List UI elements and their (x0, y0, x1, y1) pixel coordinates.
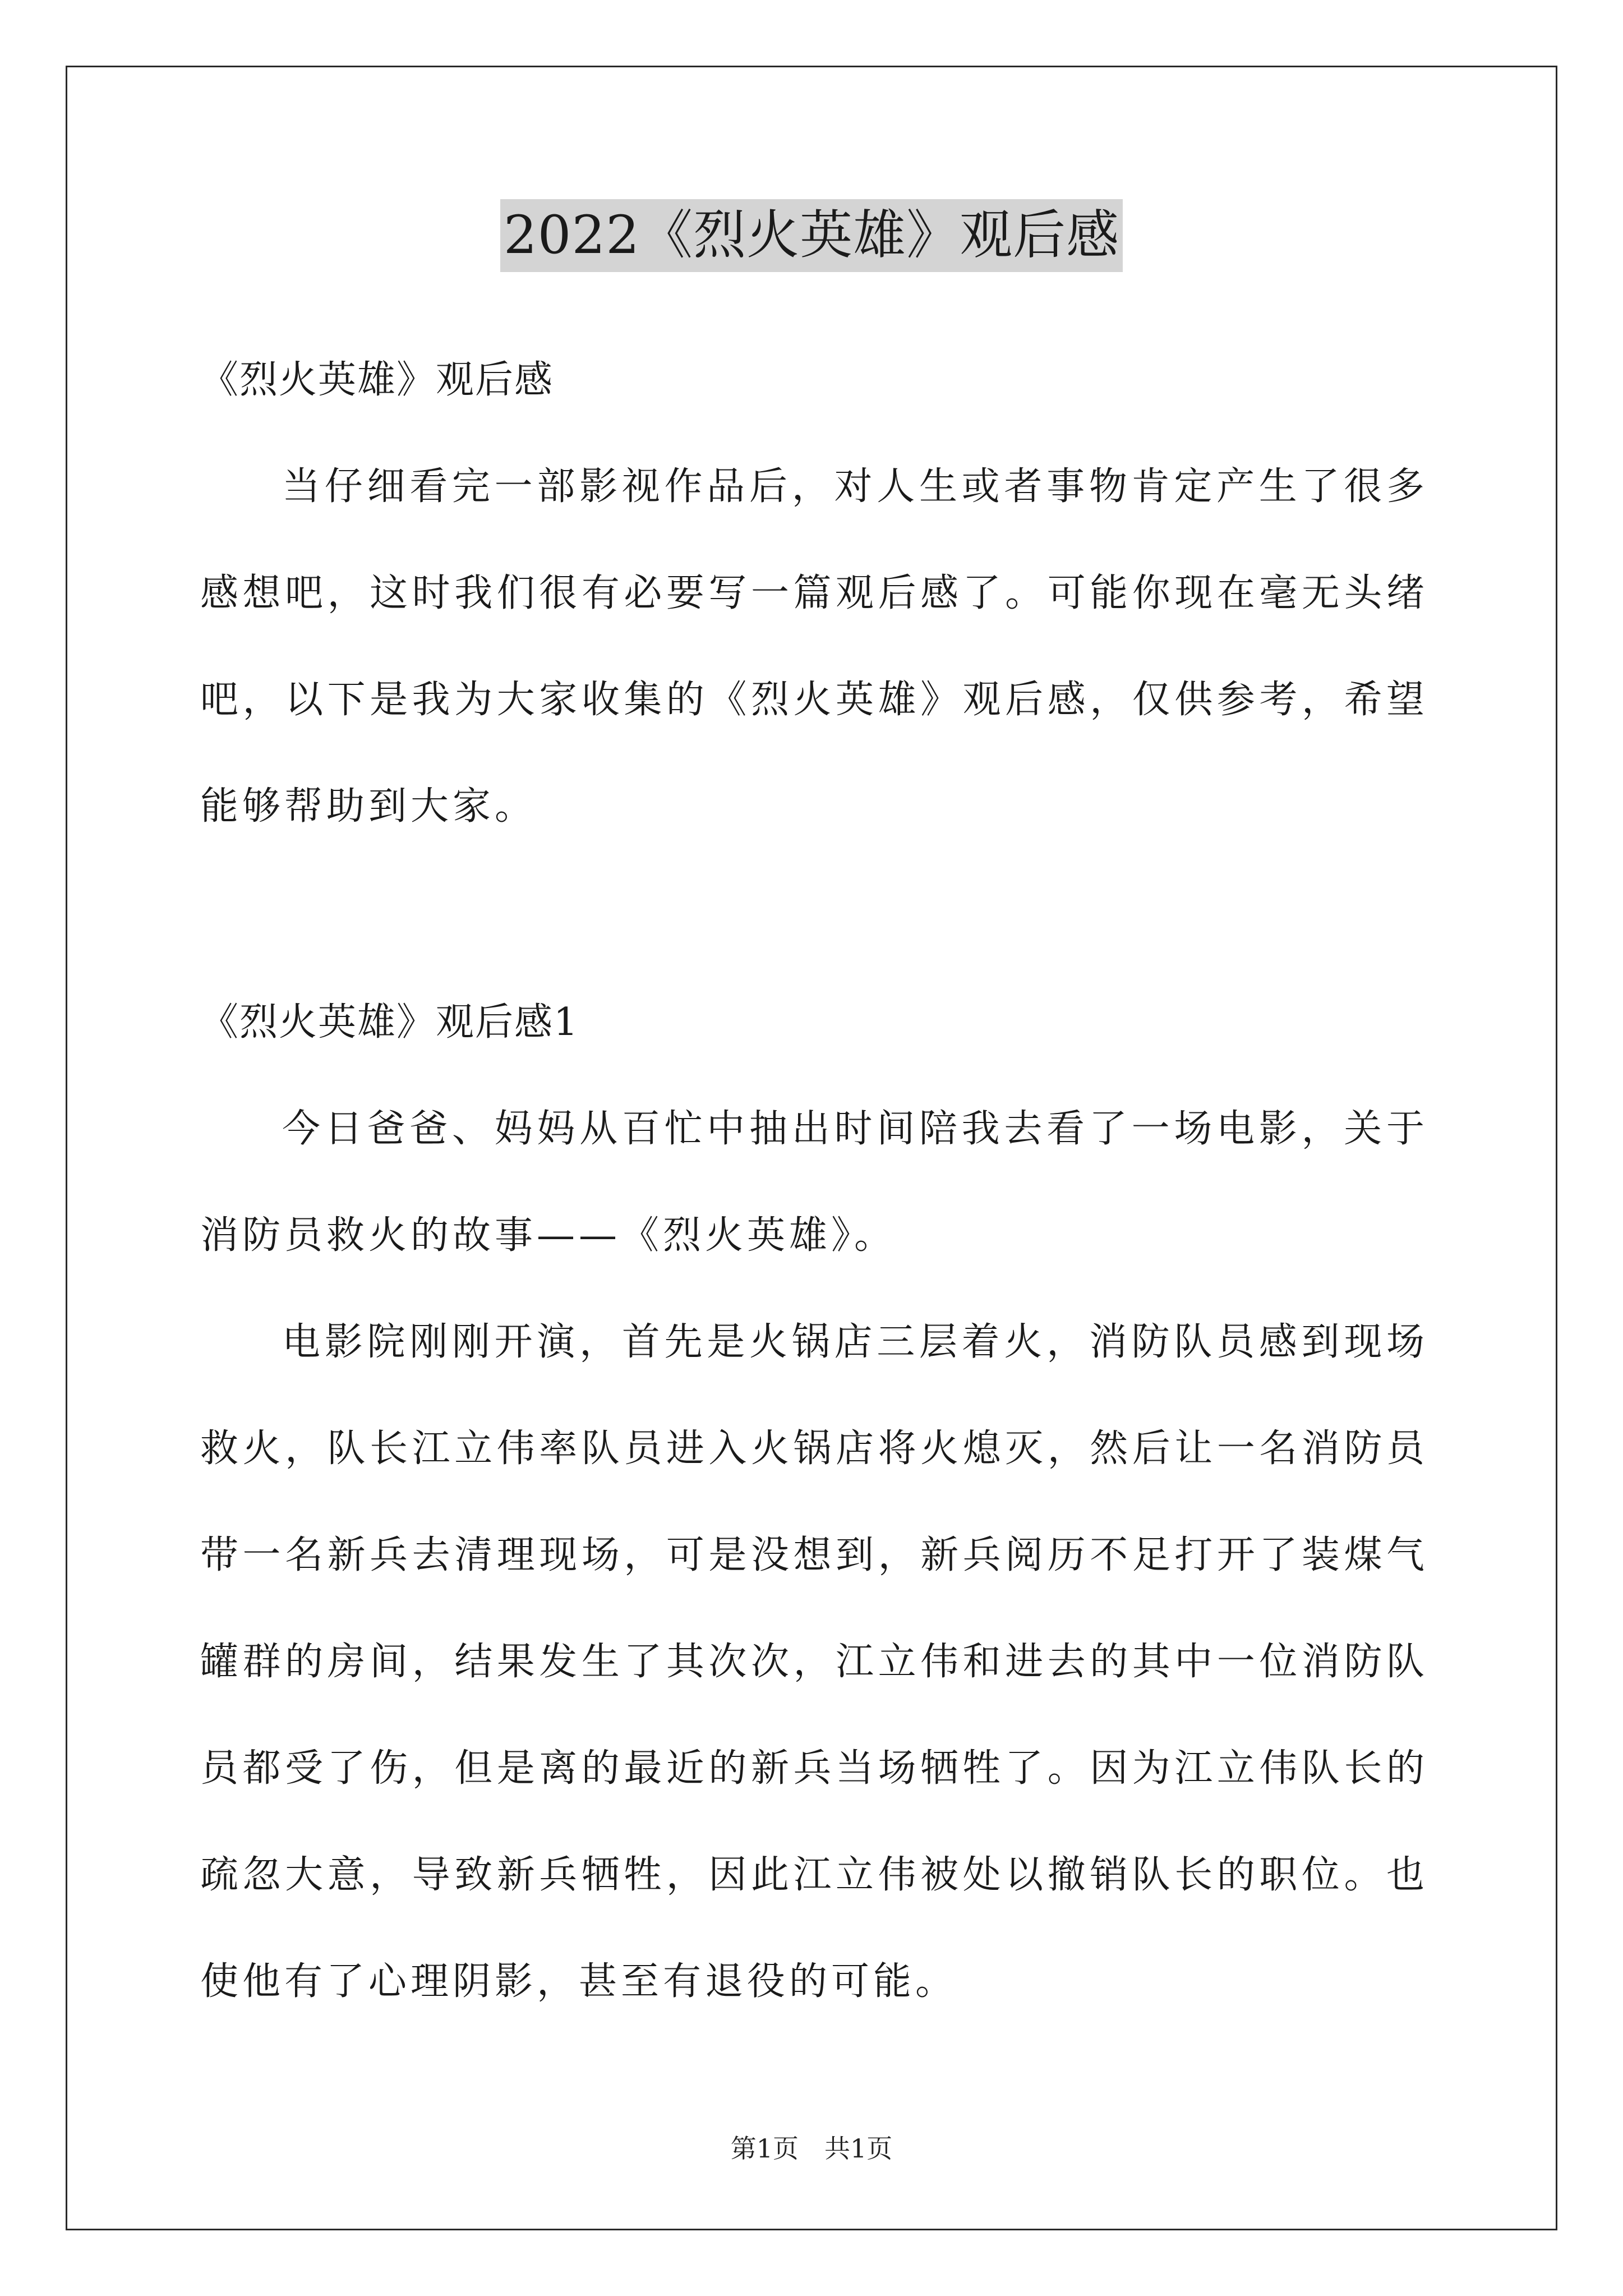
section1-heading: 《烈火英雄》观后感1 (200, 1000, 579, 1045)
intro-paragraph: 当仔细看完一部影视作品后，对人生或者事物肯定产生了很多感想吧，这时我们很有必要写一篇观后感了。可能你现在毫无头绪吧，以下是我为大家收集的《烈火英雄》观后感，仅供参考，希望能够帮助到大家。 (200, 464, 1428, 829)
section1-paragraph-1: 今日爸爸、妈妈从百忙中抽出时间陪我去看了一场电影，关于消防员救火的故事——《烈火英雄》。 (200, 1107, 1428, 1258)
document-title (0, 199, 1623, 272)
intro-heading: 《烈火英雄》观后感 (200, 358, 554, 402)
document-title-text: 2022《烈火英雄》观后感 (500, 199, 1123, 272)
page-footer: 第1页 共1页 (730, 2133, 893, 2164)
section1-paragraph-2: 电影院刚刚开演，首先是火锅店三层着火，消防队员感到现场救火，队长江立伟率队员进入火锅店将火熄灭，然后让一名消防员带一名新兵去清理现场，可是没想到，新兵阅历不足打开了装煤气罐群的房间，结果发生了其次次，江立伟和进去的其中一位消防队员都受了伤，但是离的最近的新兵当场牺牲了。因为江立伟队长的疏忽大意，导致新兵牺牲，因此江立伟被处以撤销队长的职位。也使他有了心理阴影，甚至有退役的可能。 (200, 1320, 1428, 2004)
